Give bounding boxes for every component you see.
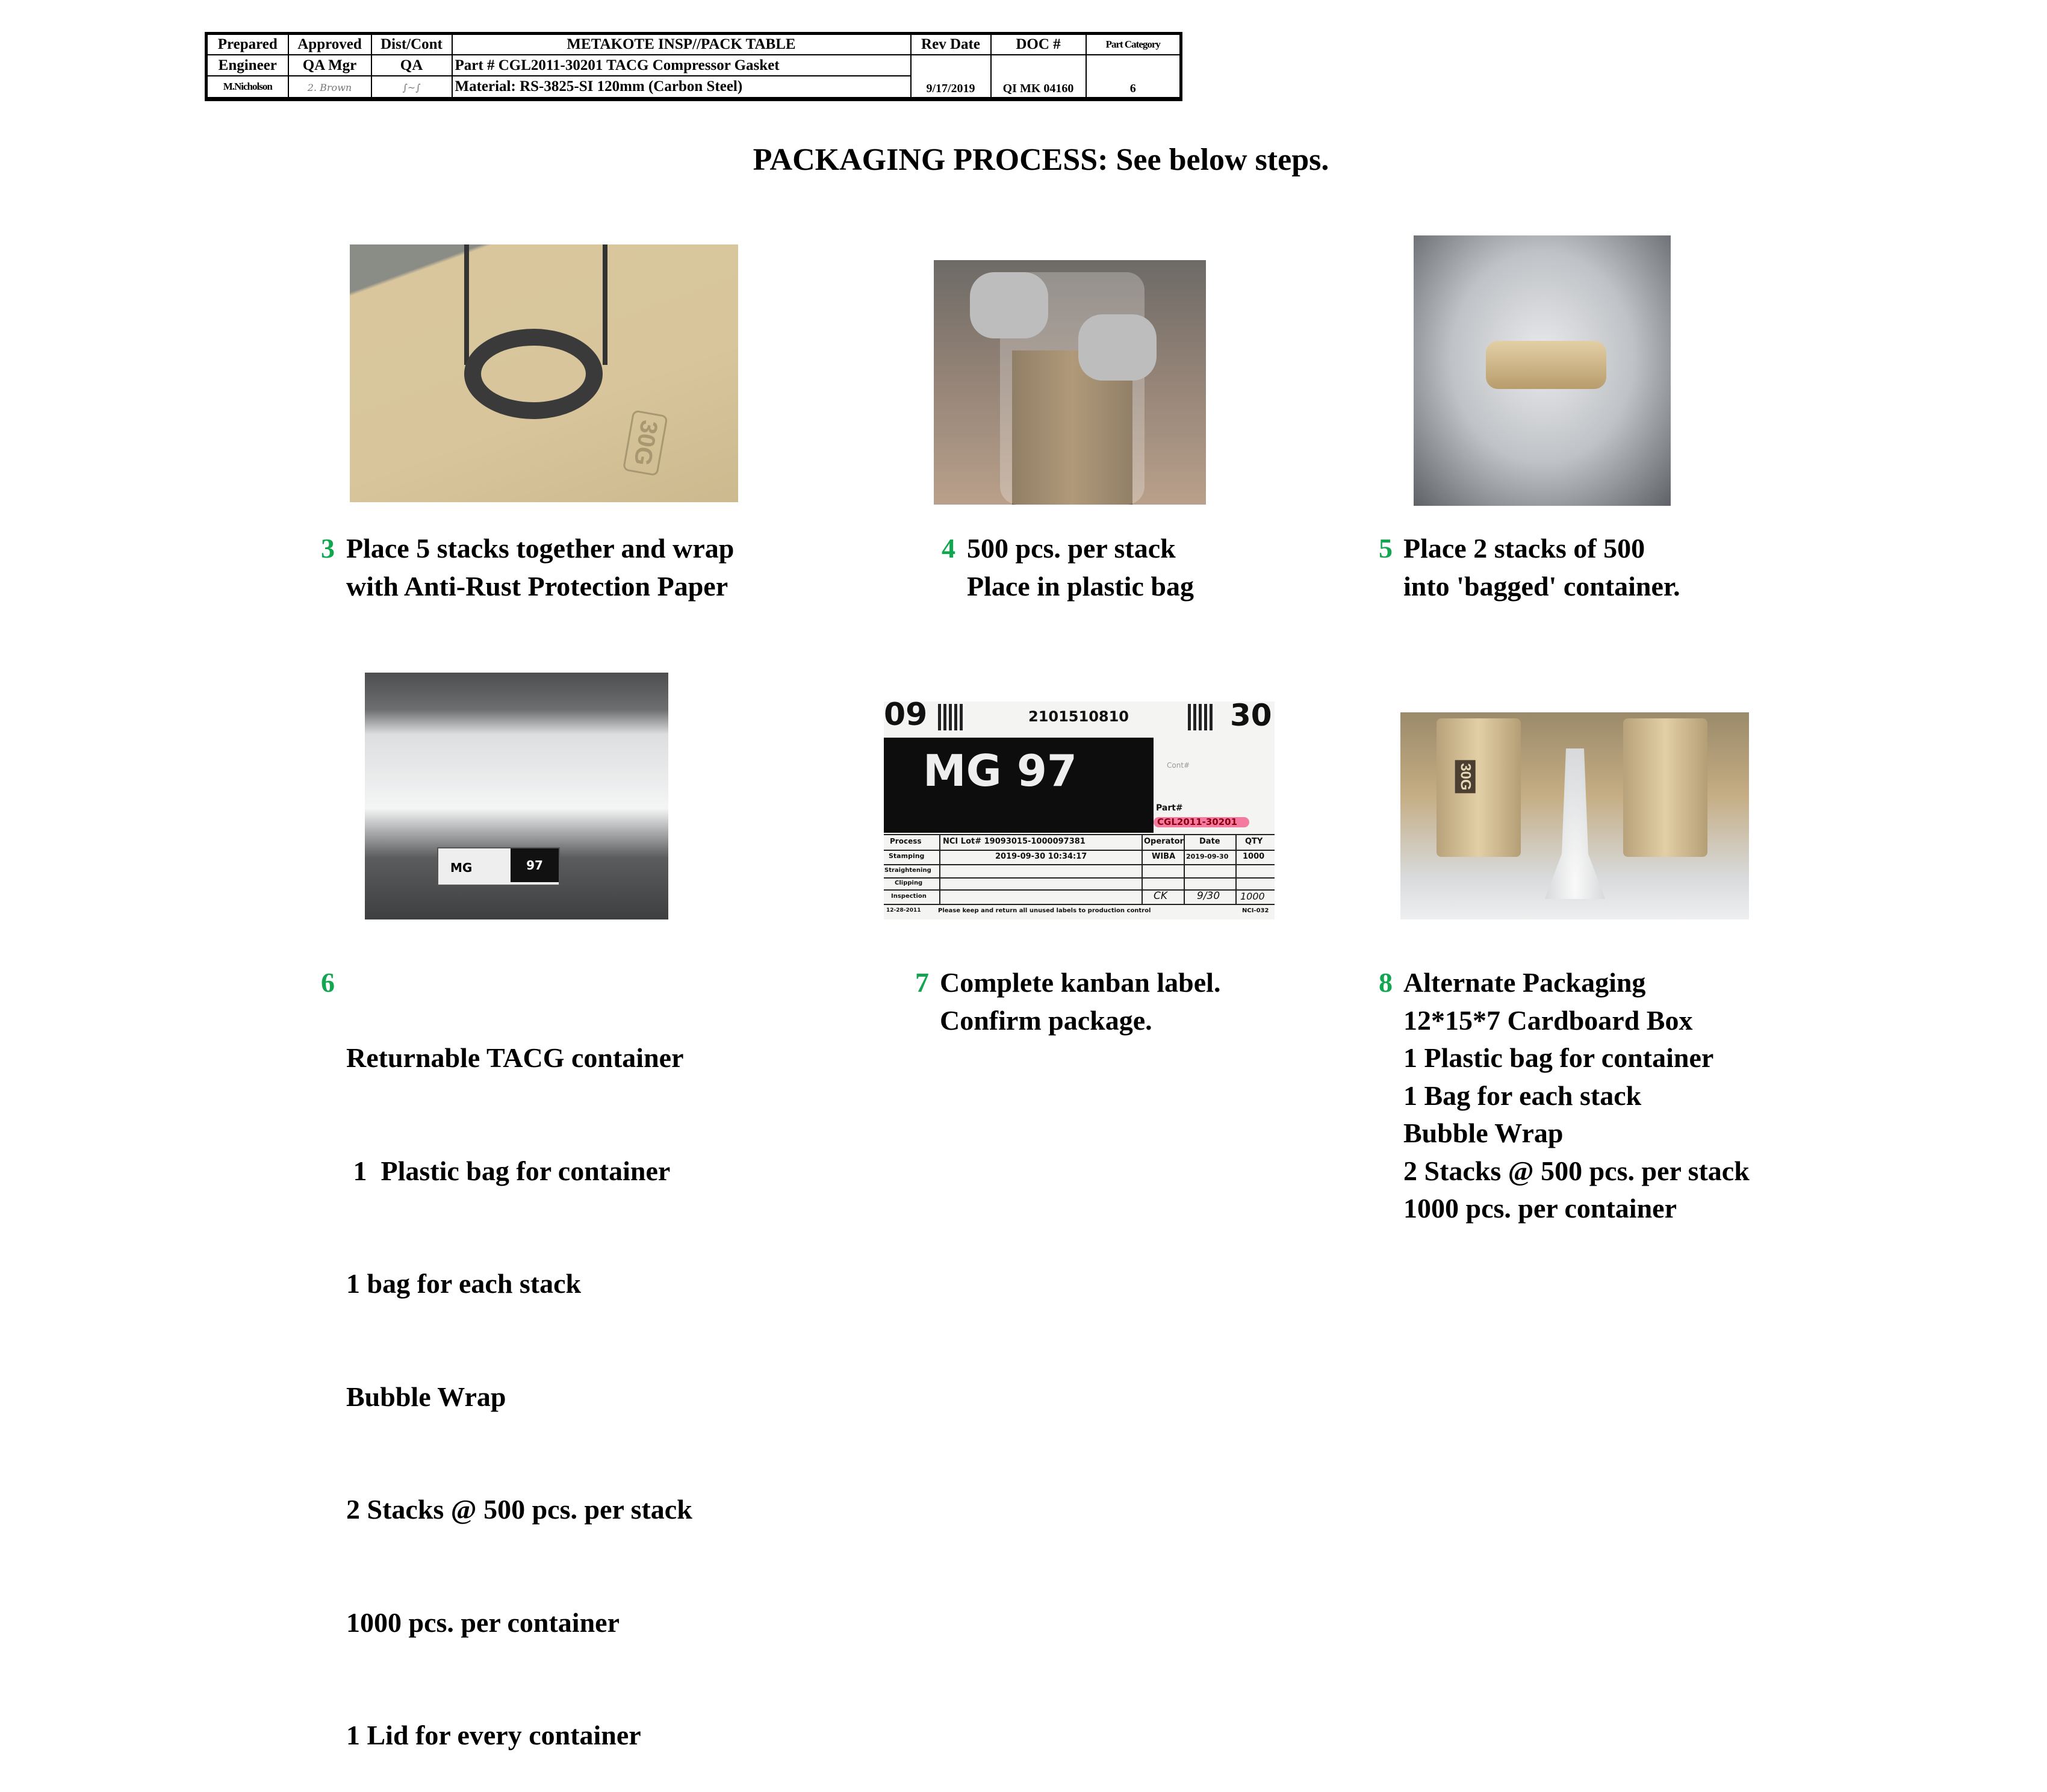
caption-line: 2 Stacks @ 500 pcs. per stack [1403, 1155, 1750, 1186]
caption-line: 2 Stacks @ 500 pcs. per stack [346, 1494, 692, 1525]
step-8-caption [1403, 964, 1750, 1228]
kanban-right-corner: 30 [1230, 702, 1272, 733]
rev-date-header: Rev Date [911, 34, 991, 55]
tag-number: 97 [511, 848, 559, 882]
kanban-process-straightening: Straightening [884, 867, 931, 874]
kanban-part-label: Part# [1156, 803, 1183, 813]
caption-line: 1 Lid for every container [346, 1720, 641, 1750]
approved-signature: 2. Brown [307, 82, 352, 94]
prepared-header: Prepared [207, 34, 288, 55]
step-3-caption [346, 530, 734, 605]
photo-stack-in-bag [934, 260, 1206, 505]
kanban-form-id: NCI-032 [1242, 907, 1269, 914]
kanban-footer: Please keep and return all unused labels to production control [938, 907, 1151, 914]
kanban-process-inspection: Inspection [891, 893, 927, 900]
kanban-process-header: Process [890, 837, 922, 845]
part-line: Part # CGL2011-30201 TACG Compressor Gasket [452, 55, 911, 76]
doc-number-value: QI MK 04160 [991, 55, 1086, 99]
kanban-stamping-date: 2019-09-30 [1186, 853, 1229, 860]
step-4-caption [967, 530, 1194, 605]
step-number: 6 [321, 967, 335, 998]
caption-line: 1000 pcs. per container [1403, 1193, 1677, 1224]
caption-line: Place in plastic bag [967, 570, 1194, 602]
kanban-operator-header: Operator [1144, 837, 1184, 846]
page-title: PACKAGING PROCESS: See below steps. [753, 143, 1329, 177]
caption-line: Bubble Wrap [1403, 1118, 1564, 1148]
kanban-code: MG 97 [923, 745, 1078, 796]
photo-stacks-on-paper [350, 244, 738, 502]
step-6-caption [346, 964, 692, 1792]
caption-line: Place 5 stacks together and wrap [346, 533, 735, 564]
distcont-signature: ∫~∫ [371, 76, 452, 99]
caption-line: 1 bag for each stack [346, 1268, 582, 1299]
kanban-stamping-qty: 1000 [1243, 852, 1265, 861]
tag-code: MG [450, 860, 473, 875]
kanban-inspection-date: 9/30 [1197, 890, 1220, 902]
approved-role: QA Mgr [288, 55, 371, 76]
step-number: 4 [942, 533, 955, 564]
step-number: 3 [321, 533, 335, 564]
photo-kanban-label [884, 702, 1275, 919]
kanban-form-date: 12-28-2011 [886, 907, 921, 913]
step-number: 5 [1379, 533, 1393, 564]
part-category-value: 6 [1086, 55, 1181, 99]
kanban-qty-header: QTY [1245, 837, 1263, 846]
photo-bagged-container [1414, 235, 1671, 506]
approved-header: Approved [288, 34, 371, 55]
rev-date-value: 9/17/2019 [911, 55, 991, 99]
kanban-serial: 2101510810 [1028, 708, 1129, 725]
container-tag [437, 847, 560, 886]
prepared-role: Engineer [207, 55, 288, 76]
kanban-date-header: Date [1199, 837, 1220, 846]
paper-stamp: 30G [623, 409, 668, 476]
caption-line: Returnable TACG container [346, 1042, 684, 1073]
caption-line: Complete kanban label. [940, 967, 1221, 998]
approved-signature-cell [288, 76, 371, 99]
step-number: 8 [1379, 967, 1393, 998]
qr-code-icon [938, 704, 964, 730]
caption-line: 12*15*7 Cardboard Box [1403, 1004, 1693, 1036]
caption-line: Confirm package. [940, 1004, 1152, 1036]
doc-header: DOC # [991, 34, 1086, 55]
step-number: 7 [915, 967, 929, 998]
table-title: METAKOTE INSP//PACK TABLE [452, 34, 911, 55]
caption-line: 1 Bag for each stack [1403, 1080, 1642, 1111]
kanban-cont-label: Cont# [1167, 761, 1190, 770]
caption-line: 1 Plastic bag for container [346, 1155, 671, 1186]
kanban-inspection-operator: CK [1154, 890, 1168, 902]
qr-code-icon [1188, 704, 1214, 730]
kanban-process-stamping: Stamping [889, 852, 925, 860]
kanban-stamping-operator: WIBA [1152, 852, 1176, 861]
caption-line: 1000 pcs. per container [346, 1607, 620, 1638]
photo-returnable-container [365, 673, 668, 919]
caption-line: 500 pcs. per stack [967, 533, 1176, 564]
caption-line: with Anti-Rust Protection Paper [346, 570, 728, 602]
kanban-process-clipping: Clipping [895, 880, 923, 886]
step-5-caption [1403, 530, 1680, 605]
stack-label: 30G [1455, 760, 1476, 793]
part-category-header: Part Category [1086, 34, 1181, 55]
distcont-header: Dist/Cont [371, 34, 452, 55]
document-header-table [205, 32, 1182, 101]
kanban-part-number: CGL2011-30201 [1154, 817, 1249, 827]
prepared-name: M.Nicholson [207, 76, 288, 99]
caption-line: Place 2 stacks of 500 [1403, 533, 1645, 564]
caption-line: Alternate Packaging [1403, 967, 1646, 998]
photo-cardboard-box [1400, 712, 1749, 919]
caption-line: into 'bagged' container. [1403, 570, 1680, 602]
material-line: Material: RS-3825-SI 120mm (Carbon Steel) [452, 76, 911, 99]
kanban-stamping-time: 2019-09-30 10:34:17 [995, 852, 1087, 861]
kanban-left-corner: 09 [884, 702, 928, 733]
kanban-lot: NCI Lot# 19093015-1000097381 [943, 837, 1086, 846]
kanban-inspection-qty: 1000 [1240, 891, 1265, 902]
caption-line: Bubble Wrap [346, 1381, 506, 1412]
caption-line: 1 Plastic bag for container [1403, 1042, 1714, 1073]
distcont-role: QA [371, 55, 452, 76]
step-7-caption [940, 964, 1220, 1039]
